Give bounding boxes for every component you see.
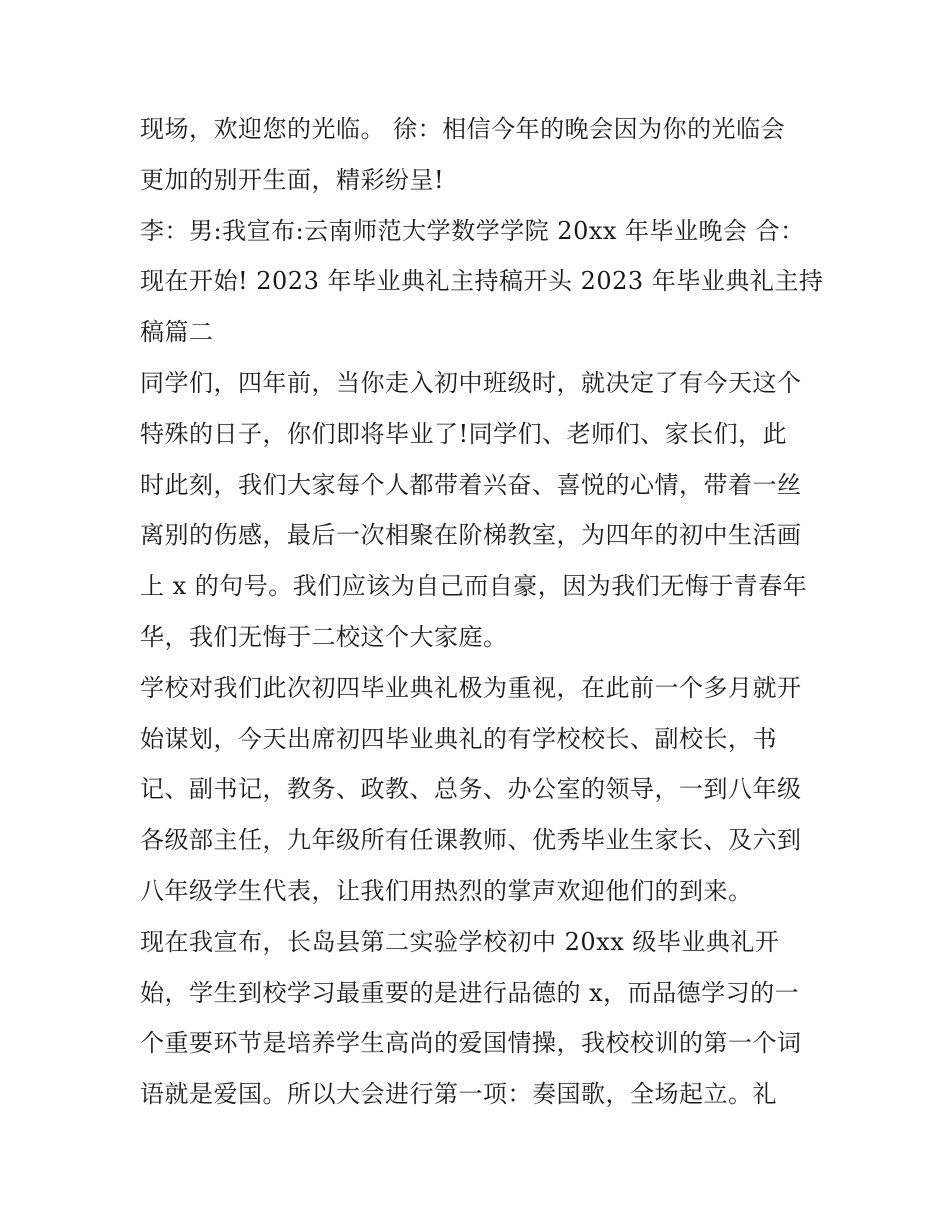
text-line: 时此刻，我们大家每个人都带着兴奋、喜悦的心情，带着一丝 [140,470,802,499]
text-line: 八年级学生代表，让我们用热烈的掌声欢迎他们的到来。 [140,876,753,905]
text-line: 各级部主任，九年级所有任课教师、优秀毕业生家长、及六到 [140,826,802,855]
text-line: 语就是爱国。所以大会进行第一项：奏国歌，全场起立。礼 [140,1080,777,1109]
text-line: 华，我们无悔于二校这个大家庭。 [140,622,508,651]
text-line: 离别的伤感，最后一次相聚在阶梯教室，为四年的初中生活画 [140,521,802,550]
text-line: 现在开始! 2023 年毕业典礼主持稿开头 2023 年毕业典礼主持 [140,267,824,296]
text-line: 同学们，四年前，当你走入初中班级时，就决定了有今天这个 [140,368,802,397]
text-line: 始，学生到校学习最重要的是进行品德的 x，而品德学习的一 [140,978,800,1007]
text-line: 特殊的日子，你们即将毕业了!同学们、老师们、家长们，此 [140,419,788,448]
text-line: 现场，欢迎您的光临。 徐：相信今年的晚会因为你的光临会 [140,115,786,143]
text-line: 李：男:我宣布:云南师范大学数学学院 20xx 年毕业晚会 合： [140,216,805,245]
text-line: 学校对我们此次初四毕业典礼极为重视，在此前一个多月就开 [140,673,802,702]
text-line: 稿篇二 [140,318,214,347]
document-body [140,104,824,1120]
text-line: 更加的别开生面，精彩纷呈! [140,165,445,194]
text-line: 上 x 的句号。我们应该为自己而自豪，因为我们无悔于青春年 [140,572,808,601]
text-line: 个重要环节是培养学生高尚的爱国情操，我校校训的第一个词 [140,1029,802,1058]
text-line: 现在我宣布，长岛县第二实验学校初中 20xx 级毕业典礼开 [140,927,780,956]
text-line: 始谋划，今天出席初四毕业典礼的有学校校长、副校长，书 [140,724,777,753]
text-line: 记、副书记，教务、政教、总务、办公室的领导，一到八年级 [140,775,802,804]
